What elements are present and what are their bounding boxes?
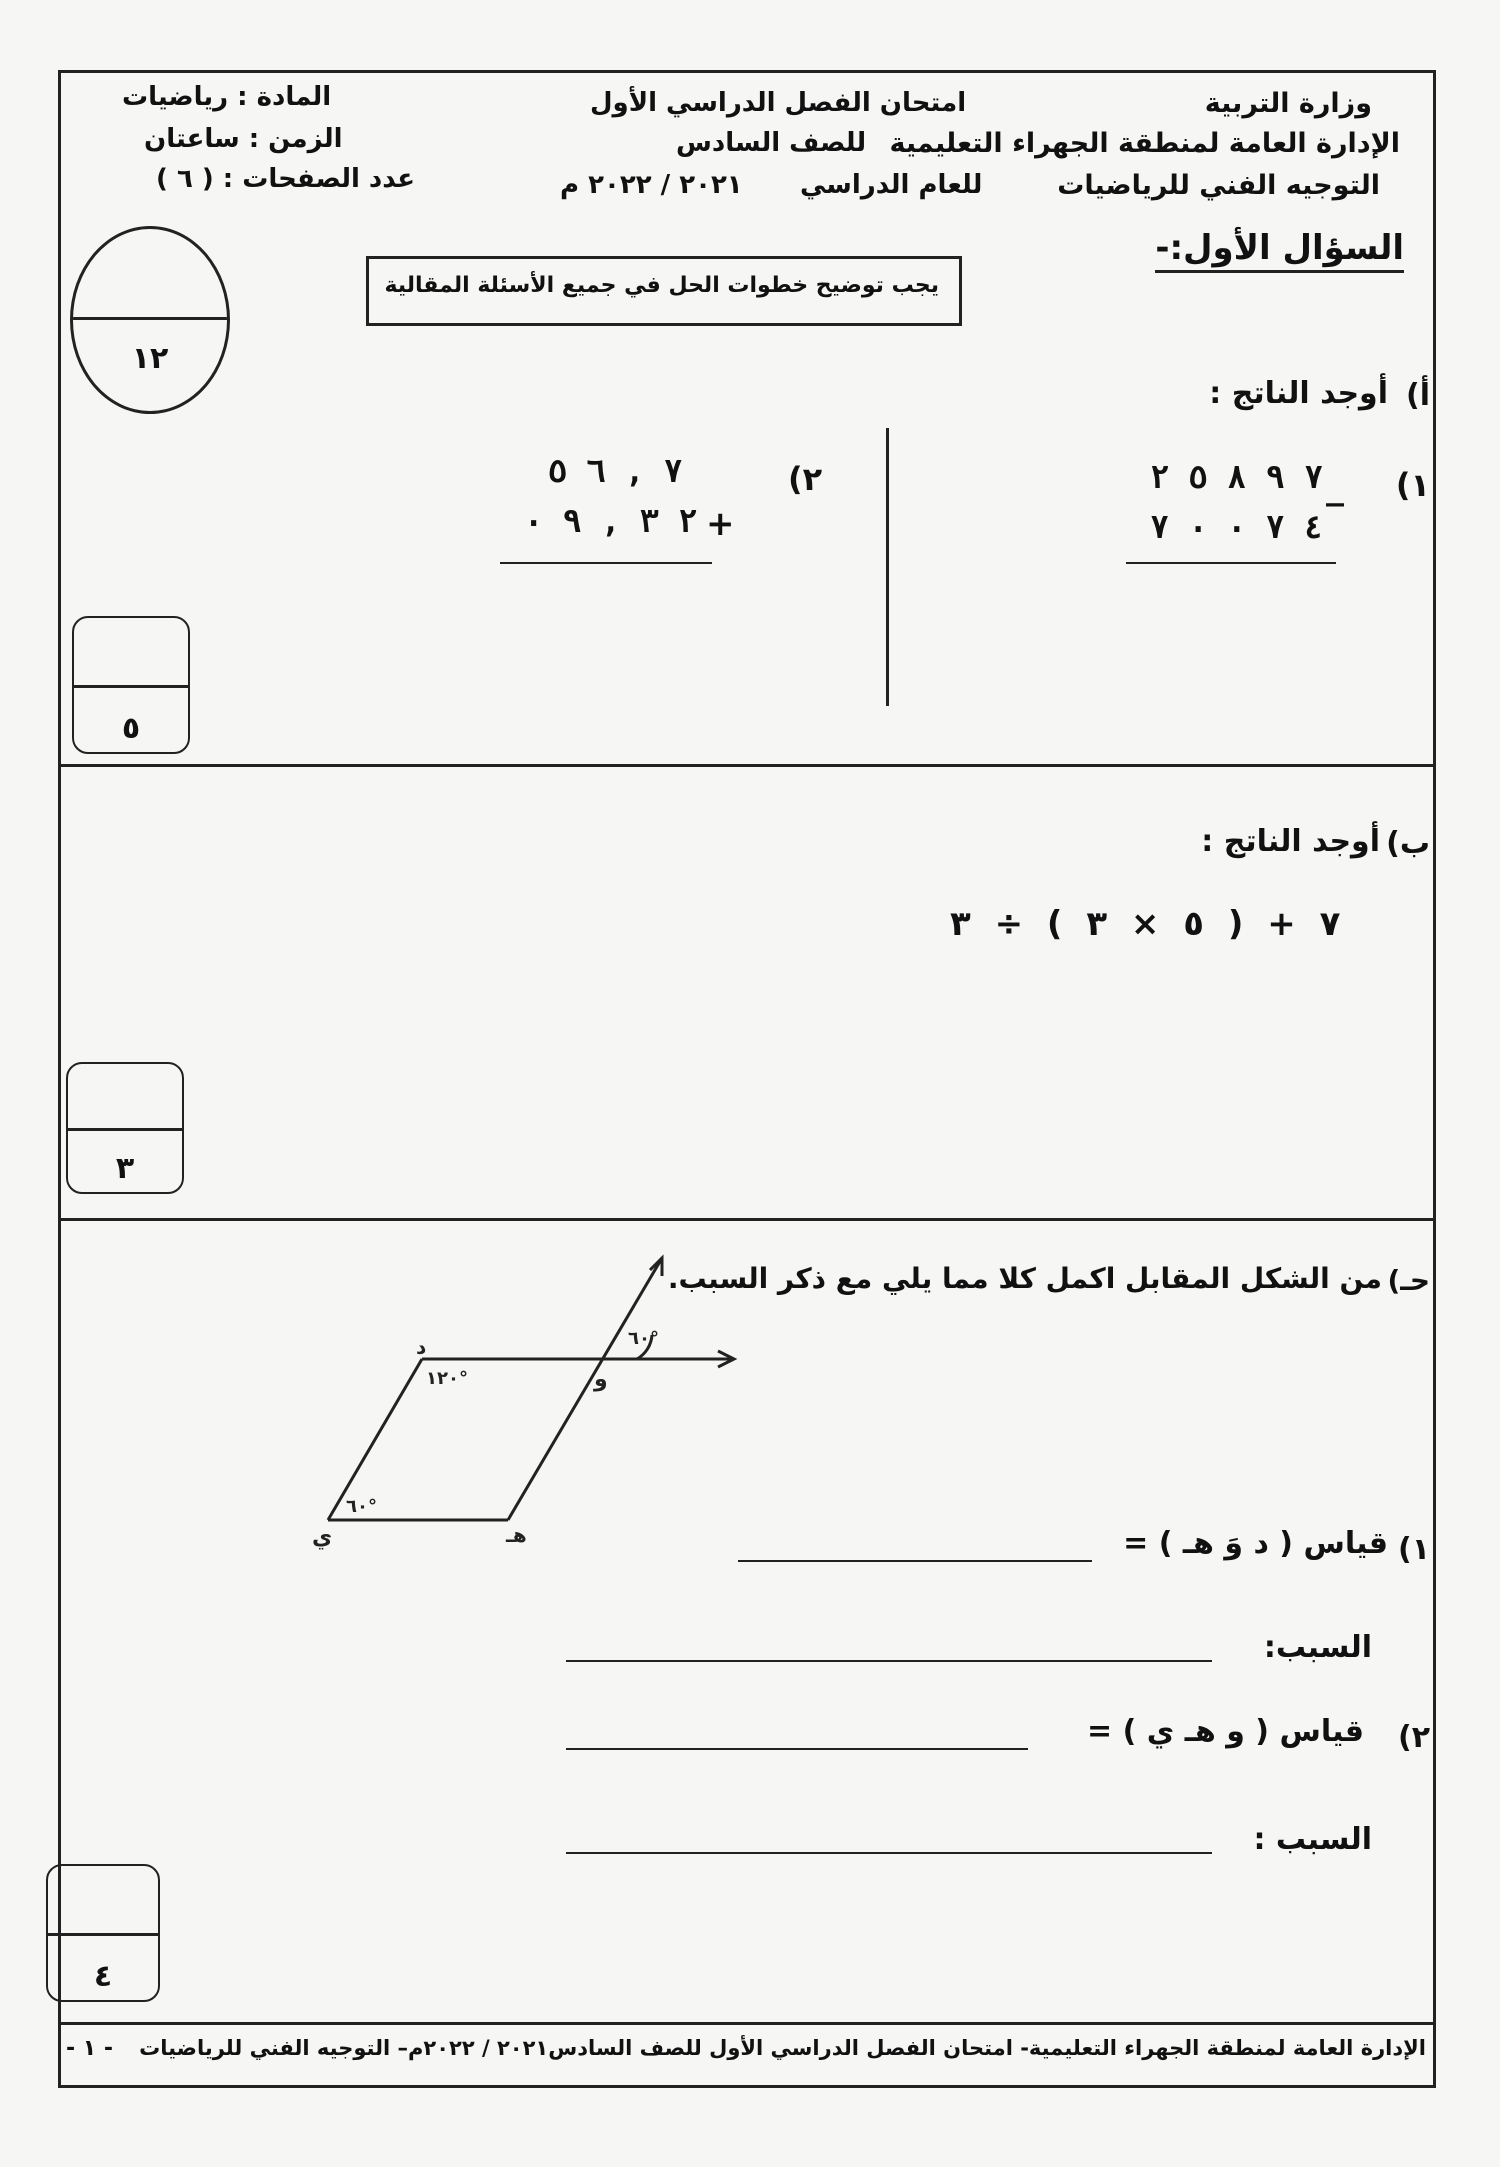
instructions-note: يجب توضيح خطوات الحل في جميع الأسئلة المقالية: [384, 273, 939, 298]
page-frame: [58, 70, 1436, 2088]
section-divider-2: [58, 1218, 1436, 1221]
part-b-expression: ٧ + ( ٥ × ٣ ) ÷ ٣: [950, 904, 1341, 944]
problem2-operator: +: [706, 504, 735, 544]
page-number: - ١ -: [66, 2036, 114, 2061]
parallelogram-figure: [290, 1240, 770, 1570]
item1-label: قياس ( د وَ هـ ) =: [1123, 1526, 1388, 1561]
part-a-divider: [886, 428, 889, 706]
problem1-number: ١): [1395, 466, 1430, 504]
part-c-instruction: من الشكل المقابل اكمل كلا مما يلي مع ذكر السبب.: [667, 1262, 1382, 1295]
problem1-operator: _: [1326, 466, 1344, 507]
problem1-bottom: ٤ ٧ ٠ ٠ ٧: [1150, 508, 1324, 546]
vertex-h-label: هـ: [506, 1523, 527, 1547]
total-score-oval: [70, 226, 230, 414]
problem1-top: ٧ ٩ ٨ ٥ ٢: [1150, 458, 1324, 496]
problem2-top: ٧ , ٦ ٥: [548, 452, 683, 490]
duration-label: الزمن : ساعتان: [144, 124, 343, 154]
angle-ext-label: ٦٠°: [628, 1328, 659, 1349]
part-a-score-box: [72, 616, 190, 754]
page-count-label: عدد الصفحات : ( ٦ ): [156, 164, 416, 194]
problem2-underline: [500, 562, 712, 564]
vertex-w-label: و: [594, 1367, 608, 1392]
exam-title: امتحان الفصل الدراسي الأول: [590, 88, 967, 118]
vertex-d-label: د: [416, 1335, 427, 1359]
question-title: السؤال الأول:-: [1155, 228, 1404, 273]
part-b-label: ب): [1386, 826, 1430, 861]
directorate-title: الإدارة العامة لمنطقة الجهراء التعليمية: [889, 128, 1400, 159]
section-divider-1: [58, 764, 1436, 767]
problem2-bottom: ٢ ٣ , ٩ ٠: [524, 502, 698, 540]
part-b-score: ٣: [115, 1151, 135, 1186]
part-c-score: ٤: [93, 1959, 113, 1994]
footer-divider: [58, 2022, 1436, 2025]
total-score-value: ١٢: [131, 341, 169, 376]
part-b-instruction: أوجد الناتج :: [1201, 824, 1380, 859]
part-a-label: أ): [1406, 378, 1430, 413]
department-title: التوجيه الفني للرياضيات: [1057, 170, 1380, 201]
item2-label: قياس ( و هـ ي ) =: [1087, 1714, 1364, 1749]
vertex-y-label: ي: [312, 1525, 333, 1550]
item2-number: ٢): [1397, 1720, 1430, 1755]
subject-label: المادة : رياضيات: [122, 82, 332, 112]
part-c-score-box: [46, 1864, 160, 2002]
ministry-title: وزارة التربية: [1204, 88, 1372, 119]
academic-year: ٢٠٢١ / ٢٠٢٢ م: [560, 170, 743, 200]
item1-number: ١): [1397, 1532, 1430, 1567]
item2-reason-line: [566, 1852, 1212, 1854]
item1-answer-line: [738, 1560, 1092, 1562]
item1-reason-label: السبب:: [1263, 1630, 1372, 1665]
footer-text: الإدارة العامة لمنطقة الجهراء التعليمية- امتحان الفصل الدراسي الأول للصف السادس٢٠٢١ / ٢٠٢٢م– التوجيه الفني للرياضيات: [139, 2036, 1426, 2060]
problem1-underline: [1126, 562, 1336, 564]
part-a-score: ٥: [121, 711, 141, 746]
instructions-box: [366, 256, 962, 326]
angle-d-label: ١٢٠°: [426, 1368, 468, 1389]
item2-reason-label: السبب :: [1253, 1822, 1372, 1857]
part-b-score-box: [66, 1062, 184, 1194]
part-a-instruction: أوجد الناتج :: [1209, 376, 1388, 411]
angle-y-label: ٦٠°: [346, 1496, 377, 1517]
item2-answer-line: [566, 1748, 1028, 1750]
academic-year-label: للعام الدراسي: [800, 170, 983, 200]
grade-title: للصف السادس: [676, 128, 867, 158]
problem2-number: ٢): [788, 460, 823, 498]
part-c-label: حـ): [1387, 1264, 1430, 1297]
item1-reason-line: [566, 1660, 1212, 1662]
